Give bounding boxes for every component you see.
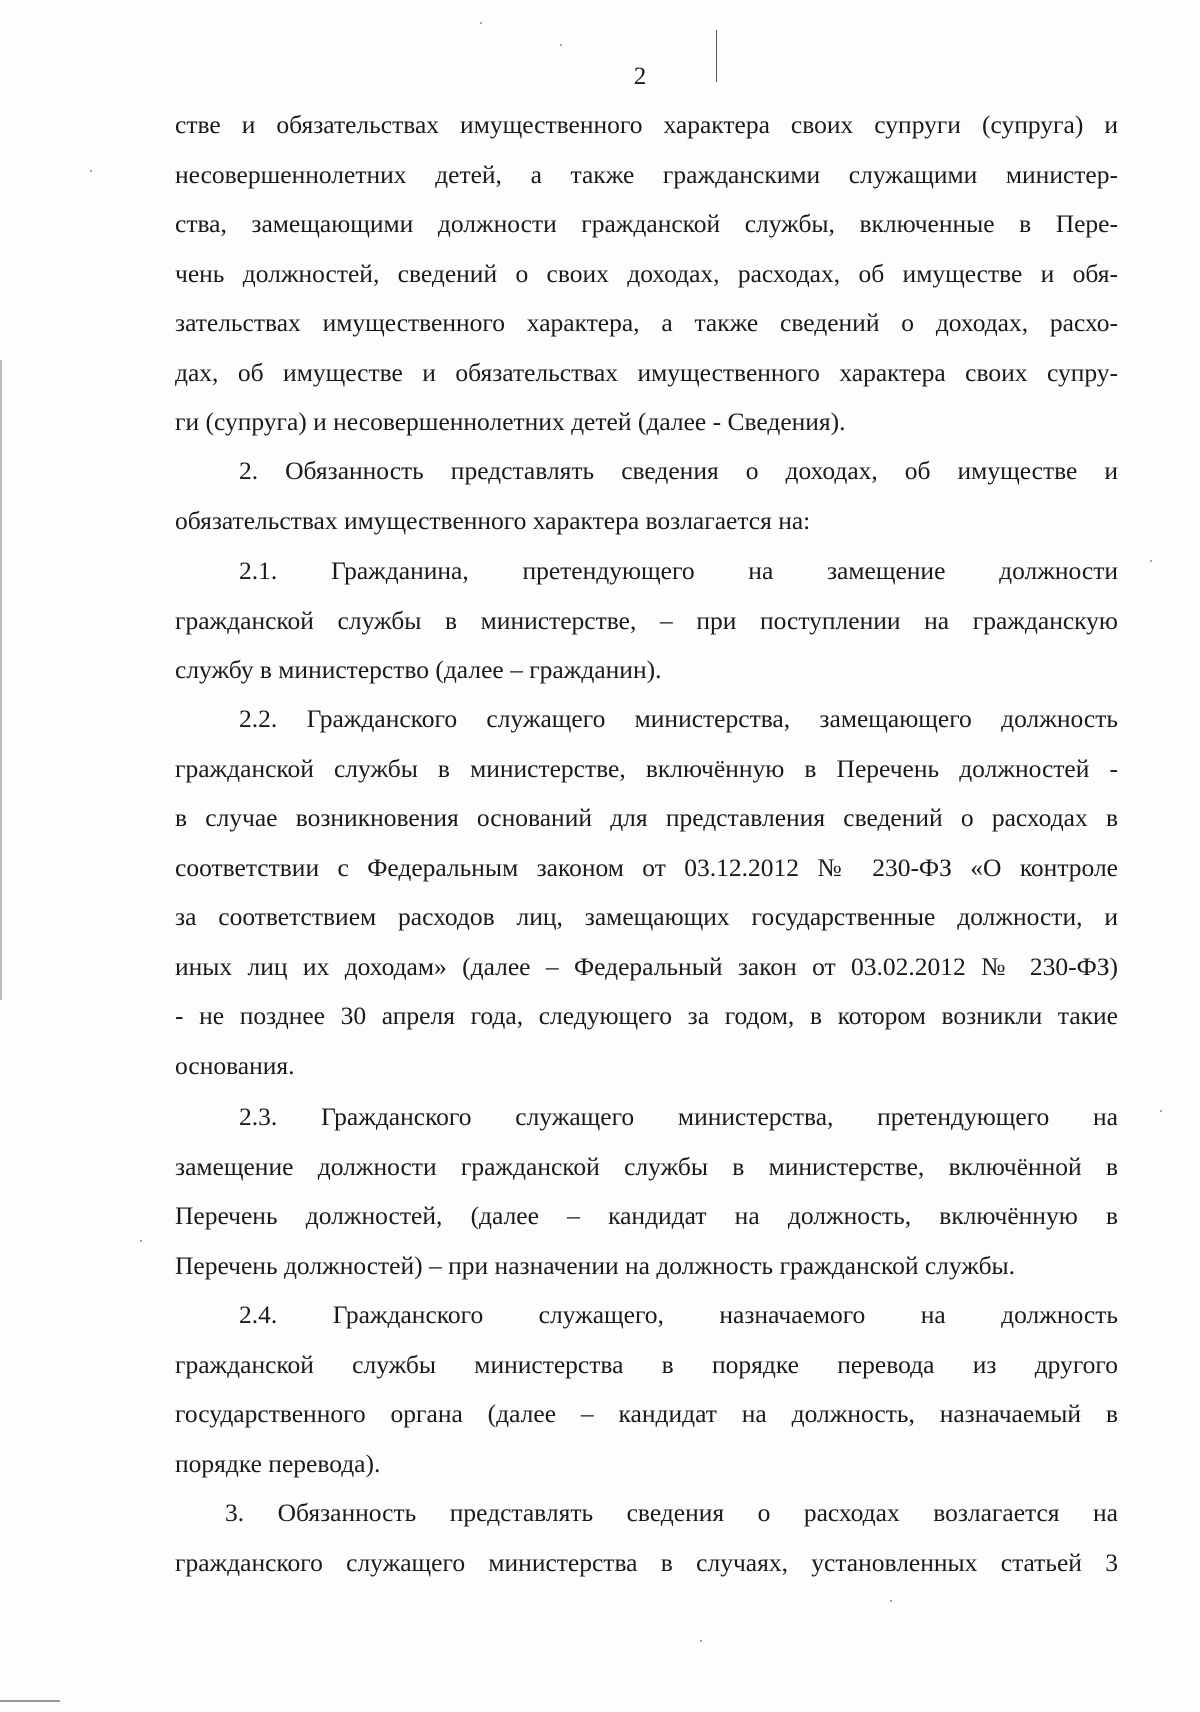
text-line: чень должностей, сведений о своих доходах, расходах, об имуществе и обя- [175, 258, 1118, 288]
text-line: Перечень должностей, (далее – кандидат на должность, включённую в [175, 1201, 1118, 1230]
text-line: несовершеннолетних детей, а также гражданскими служащими министер- [175, 159, 1118, 189]
text-line: 2.4. Гражданского служащего, назначаемого на должность [239, 1300, 1118, 1329]
text-line: 2.3. Гражданского служащего министерства, претендующего на [239, 1102, 1118, 1131]
text-line: в случае возникновения оснований для представления сведений о расходах в [175, 803, 1118, 832]
text-line: основания. [175, 1050, 295, 1080]
scan-speck [890, 1600, 892, 1602]
paragraph-2-1 [175, 546, 1118, 695]
scan-mark [0, 360, 2, 1000]
text-line: гражданской службы в министерстве, – при поступлении на гражданскую [175, 605, 1118, 635]
scan-speck [1150, 560, 1152, 562]
text-line: замещение должности гражданской службы в министерстве, включённой в [175, 1151, 1118, 1181]
paragraph-1 [175, 100, 1118, 447]
text-line: обязательствах имущественного характера возлагается на: [175, 505, 811, 535]
scan-speck [140, 1240, 142, 1242]
text-line: 2.2. Гражданского служащего министерства, замещающего должность [239, 704, 1118, 733]
text-line: гражданской службы в министерстве, включённую в Перечень должностей - [175, 753, 1118, 783]
scan-speck [1160, 1110, 1162, 1112]
scan-speck [560, 44, 562, 46]
text-line: порядке перевода). [175, 1448, 381, 1478]
text-line: Перечень должностей) – при назначении на должность гражданской службы. [175, 1250, 1016, 1280]
text-line: зательствах имущественного характера, а также сведений о доходах, расхо- [175, 308, 1118, 337]
text-line: 2. Обязанность представлять сведения о доходах, об имуществе и [239, 456, 1118, 485]
paragraph-2-4 [175, 1290, 1118, 1488]
text-line: ги (супруга) и несовершеннолетних детей (далее - Сведения). [175, 407, 846, 436]
text-line: соответствии с Федеральным законом от 03.12.2012 № 230-ФЗ «О контроле [175, 852, 1118, 882]
text-line: ства, замещающими должности гражданской службы, включенные в Пере- [175, 209, 1118, 238]
paragraph-2 [175, 446, 1118, 545]
text-line: дах, об имуществе и обязательствах имущественного характера своих супру- [175, 357, 1118, 387]
page-number: 2 [633, 63, 647, 90]
text-line: иных лиц их доходам» (далее – Федеральный закон от 03.02.2012 № 230-ФЗ) [175, 951, 1118, 981]
text-line: гражданского служащего министерства в случаях, установленных статьей 3 [175, 1547, 1118, 1577]
scan-mark [716, 30, 717, 82]
text-line: стве и обязательствах имущественного характера своих супруги (супруга) и [175, 110, 1118, 139]
text-line: службу в министерство (далее – гражданин). [175, 655, 662, 684]
text-line: 3. Обязанность представлять сведения о расходах возлагается на [225, 1498, 1118, 1527]
paragraph-2-3 [175, 1092, 1118, 1290]
text-line: - не позднее 30 апреля года, следующего за годом, в котором возникли такие [175, 1001, 1118, 1030]
text-line: государственного органа (далее – кандидат на должность, назначаемый в [175, 1399, 1118, 1428]
scan-speck [700, 1640, 702, 1642]
text-line: 2.1. Гражданина, претендующего на замещение должности [239, 556, 1118, 585]
scan-mark [0, 1700, 60, 1702]
text-line: гражданской службы министерства в порядке перевода из другого [175, 1349, 1118, 1379]
paragraph-2-2 [175, 694, 1118, 1090]
paragraph-3 [175, 1488, 1118, 1587]
text-line: за соответствием расходов лиц, замещающих государственные должности, и [175, 902, 1118, 931]
scan-speck [90, 170, 92, 172]
scan-speck [480, 22, 482, 24]
